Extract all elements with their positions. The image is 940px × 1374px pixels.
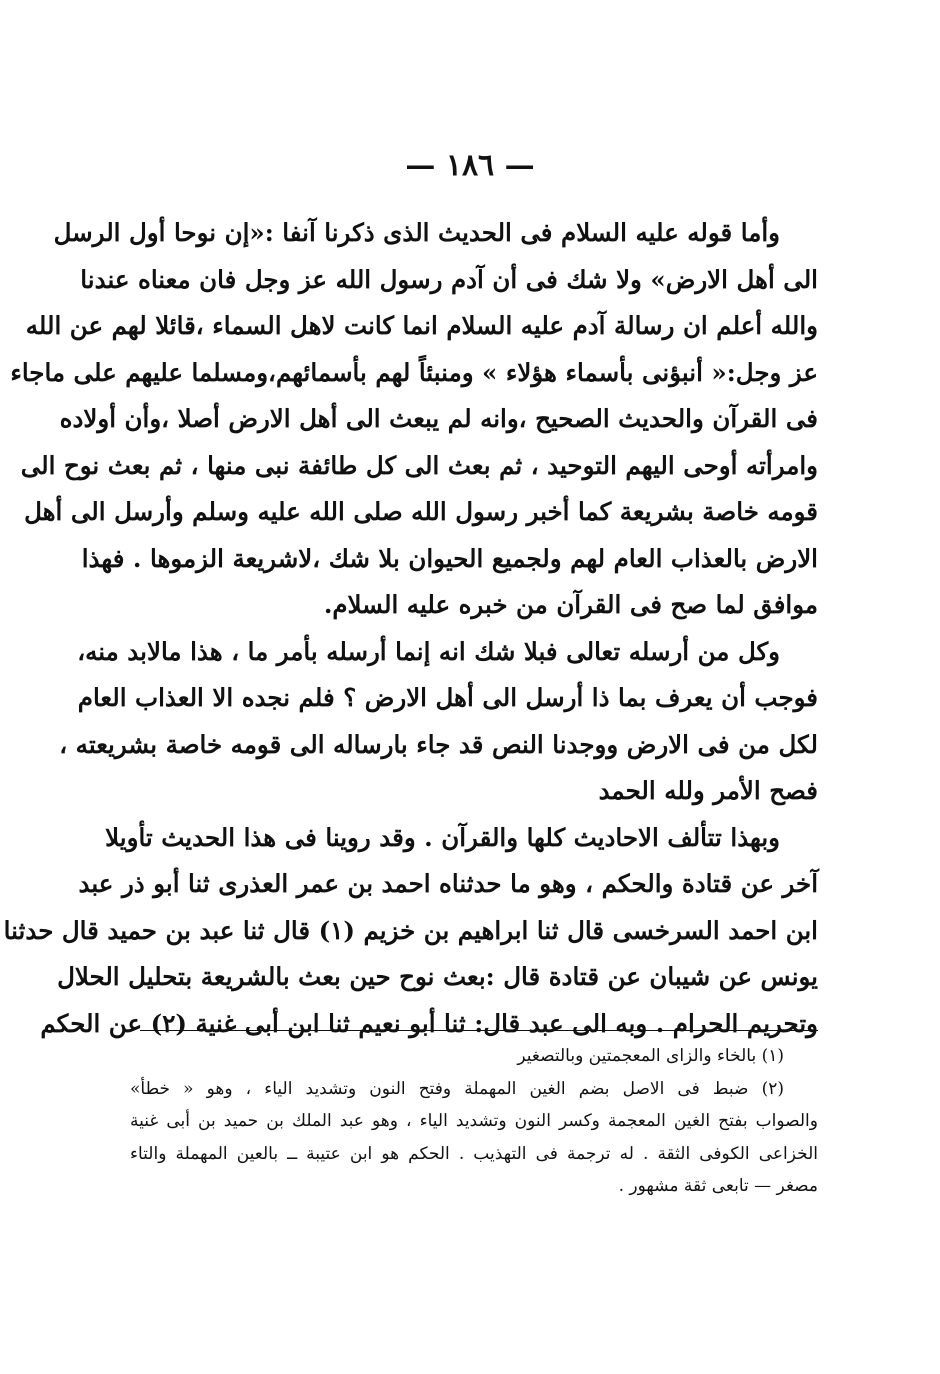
footnote-line: (١) بالخاء والزاى المعجمتين وبالتصغير: [517, 1046, 784, 1066]
text-line: موافق لما صح فى القرآن من خبره عليه السلام.: [323, 590, 818, 619]
text-line: وبهذا تتألف الاحاديث كلها والقرآن . وقد روينا فى هذا الحديث تأويلا: [105, 822, 780, 852]
text-line: فوجب أن يعرف بما ذا أرسل الى أهل الارض ؟ فلم نجده الا العذاب العام: [77, 683, 818, 712]
text-line: وكل من أرسله تعالى فبلا شك انه إنما أرسله بأمر ما ، هذا مالابد منه،: [77, 636, 780, 666]
text-line: وتحريم الحرام . وبه الى عبد قال: ثنا أبو نعيم ثنا ابن أبى غنية (٢) عن الحكم: [40, 1008, 818, 1038]
text-line: وأما قوله عليه السلام فى الحديث الذى ذكرنا آنفا :«إن نوحا أول الرسل: [53, 218, 780, 247]
text-line: فى القرآن والحديث الصحيح ،وانه لم يبعث الى أهل الارض أصلا ،وأن أولاده: [59, 404, 818, 433]
footnote-line: مصغر — تابعى ثقة مشهور .: [618, 1176, 818, 1196]
text-line: يونس عن شيبان عن قتادة قال :بعث نوح حين بعث بالشريعة بتحليل الحلال: [57, 962, 818, 991]
text-line: قومه خاصة بشريعة كما أخبر رسول الله صلى الله عليه وسلم وأرسل الى أهل: [24, 497, 818, 526]
footnote-line: الخزاعى الكوفى الثقة . له ترجمة فى التهذيب . الحكم هو ابن عتيبة ــ بالعين المهملة والتاء: [130, 1143, 818, 1164]
text-line: آخر عن قتادة والحكم ، وهو ما حدثناه احمد بن عمر العذرى ثنا أبو ذر عبد: [78, 869, 818, 898]
footnote-divider: [140, 1030, 818, 1031]
text-line: الارض بالعذاب العام لهم ولجميع الحيوان بلا شك ،لاشريعة الزموها . فهذا: [81, 543, 818, 573]
text-line: فصح الأمر ولله الحمد: [598, 776, 818, 805]
text-line: وامرأته أوحى اليهم التوحيد ، ثم بعث الى كل طائفة نبى منها ، ثم بعث نوح الى: [20, 450, 818, 480]
footnote-line: (٢) ضبط فى الاصل بضم الغين المهملة وفتح النون وتشديد الياء ، وهو « خطأ»: [130, 1078, 784, 1099]
footnote-line: والصواب بفتح الغين المعجمة وكسر النون وتشديد الياء ، وهو عبد الملك بن حميد بن أبى غنية: [130, 1111, 818, 1131]
footnotes: [130, 1040, 818, 1203]
text-line: ابن احمد السرخسى قال ثنا ابراهيم بن خزيم (١) قال ثنا عبد بن حميد قال حدثنا: [3, 915, 818, 945]
text-line: الى أهل الارض» ولا شك فى أن آدم رسول الله عز وجل فان معناه عندنا: [80, 264, 818, 294]
text-line: لكل من فى الارض ووجدنا النص قد جاء بارساله الى قومه خاصة بشريعته ،: [59, 729, 818, 759]
main-text: [3, 210, 818, 1047]
page-number: — ١٨٦ —: [405, 148, 535, 183]
text-line: عز وجل:« أنبؤنى بأسماء هؤلاء » ومنبئاً لهم بأسمائهم،ومسلما عليهم على ماجاء: [10, 357, 818, 387]
text-line: والله أعلم ان رسالة آدم عليه السلام انما كانت لاهل السماء ،قائلا لهم عن الله: [25, 311, 818, 340]
